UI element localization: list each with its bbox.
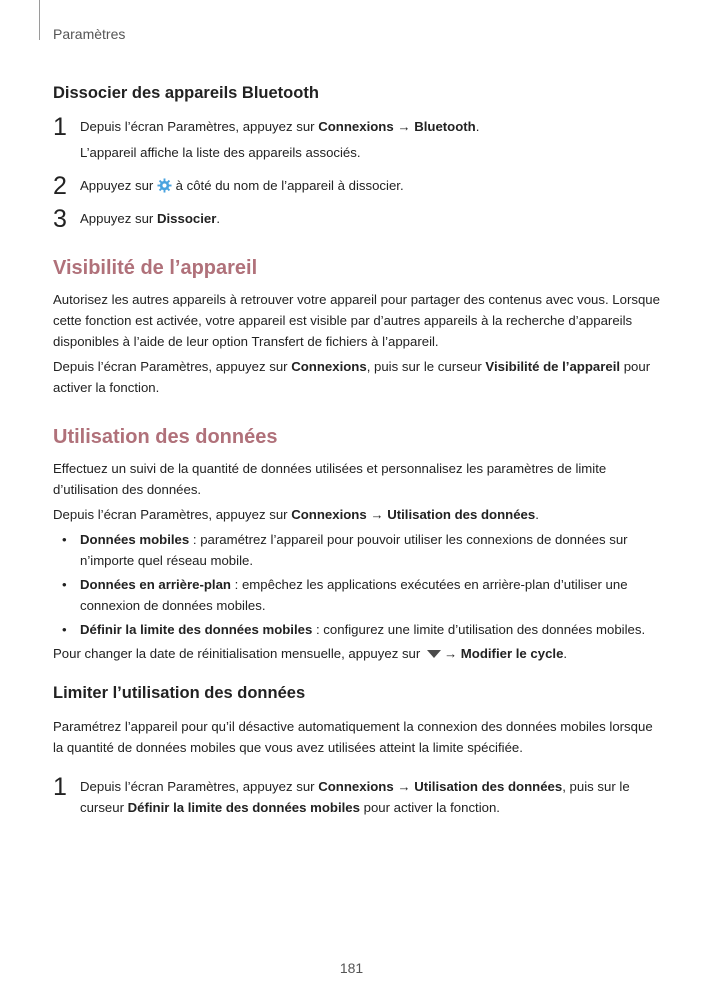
section-limiter-title: Limiter l’utilisation des données <box>53 684 306 702</box>
header-title: Paramètres <box>53 26 126 42</box>
step-number: 3 <box>53 205 67 233</box>
page-content <box>53 82 663 830</box>
page-number: 181 <box>339 960 364 976</box>
header-rule <box>39 0 40 40</box>
visibilite-instructions: Depuis l’écran Paramètres, appuyez sur Connexions, puis sur le curseur Visibilité de l’appareil pour activer la fonction. <box>53 359 651 395</box>
list-item: • Définir la limite des données mobiles : configurez une limite d’utilisation des données mobiles. <box>62 622 646 637</box>
step-number: 1 <box>53 773 67 801</box>
step-2 <box>53 172 663 200</box>
utilisation-paragraph: Effectuez un suivi de la quantité de données utilisées et personnalisez les paramètres de limite d’utilisation des données. <box>53 461 607 497</box>
section-visibilite-title: Visibilité de l’appareil <box>53 257 258 279</box>
limiter-paragraph: Paramétrez l’appareil pour qu’il désactive automatiquement la connexion des données mobiles lorsque la quantité de données mobiles que vous avez utilisées atteint la limite spécifiée. <box>53 719 653 755</box>
utilisation-instructions: Depuis l’écran Paramètres, appuyez sur Connexions → Utilisation des données. <box>53 507 539 522</box>
step-1 <box>53 113 663 163</box>
step-1 <box>53 773 663 818</box>
step-number: 2 <box>53 172 67 200</box>
cycle-instructions: Pour changer la date de réinitialisation mensuelle, appuyez sur → Modifier le cycle. <box>53 646 568 661</box>
utilisation-options-list <box>53 529 663 640</box>
step-text: Depuis l’écran Paramètres, appuyez sur Connexions → Utilisation des données, puis sur le curseur Définir la limite des données mobiles pour activer la fonction. <box>80 779 630 815</box>
list-item: • Données mobiles : paramétrez l’appareil pour pouvoir utiliser les connexions de données sur n’importe quel réseau mobile. <box>62 532 628 568</box>
step-detail: L’appareil affiche la liste des appareils associés. <box>80 145 361 160</box>
step-number: 1 <box>53 113 67 141</box>
step-3 <box>53 205 663 233</box>
dropdown-triangle-icon <box>426 649 442 659</box>
step-text: Appuyez sur à côté du nom de l’appareil à dissocier. <box>80 178 404 193</box>
gear-icon <box>157 178 172 193</box>
step-text: Depuis l’écran Paramètres, appuyez sur Connexions → Bluetooth. <box>80 119 480 134</box>
list-item: • Données en arrière-plan : empêchez les applications exécutées en arrière-plan d’utiliser une connexion de données mobiles. <box>62 577 628 613</box>
visibilite-paragraph: Autorisez les autres appareils à retrouver votre appareil pour partager des contenus avec vous. Lorsque cette fonction est activée, votre appareil est visible par d’autres appareils à la recherche d’appareils disponibles à l’aide de leur option Transfert de fichiers à l’appareil. <box>53 292 660 349</box>
section-utilisation-title: Utilisation des données <box>53 426 278 448</box>
step-text: Appuyez sur Dissocier. <box>80 211 221 226</box>
section-dissocier-title: Dissocier des appareils Bluetooth <box>53 84 319 102</box>
